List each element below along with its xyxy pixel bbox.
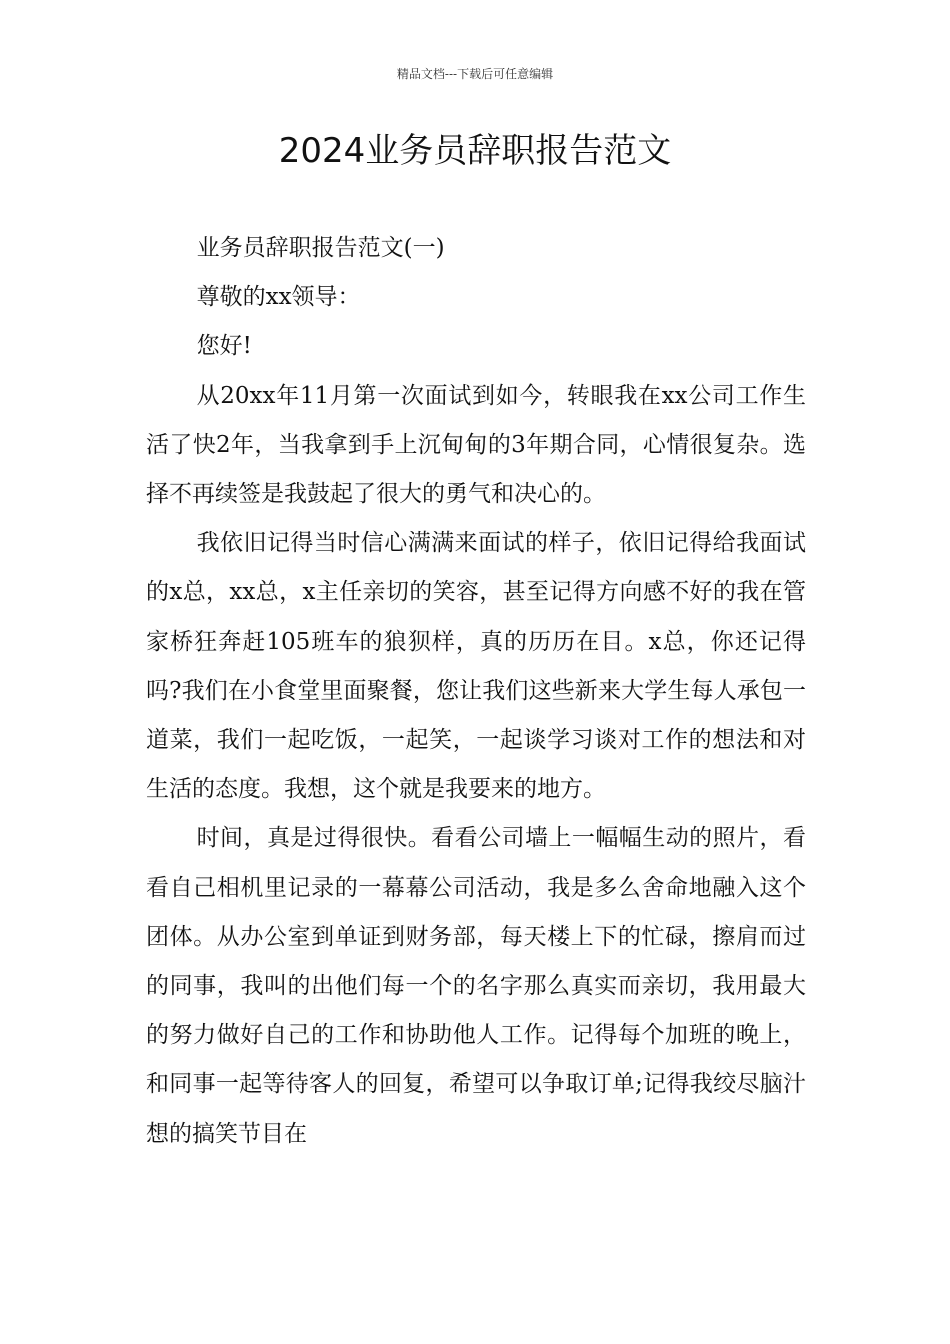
salutation: 尊敬的xx领导： <box>196 284 361 311</box>
document-subtitle: 业务员辞职报告范文(一) <box>196 235 445 261</box>
document-body <box>146 224 806 1159</box>
paragraph: 时间，真是过得很快。看看公司墙上一幅幅生动的照片，看看自己相机里记录的一幕幕公司活动，我是多么舍命地融入这个团体。从办公室到单证到财务部，每天楼上下的忙碌，擦肩而过的同事，我叫的出他们每一个的名字那么真实而亲切，我用最大的努力做好自己的工作和协助他人工作。记得每个加班的晚上，和同事一起等待客人的回复，希望可以争取订单;记得我绞尽脑汁想的搞笑节目在 <box>146 825 806 1147</box>
paragraph: 从20xx年11月第一次面试到如今，转眼我在xx公司工作生活了快2年，当我拿到手上沉甸甸的3年期合同，心情很复杂。选择不再续签是我鼓起了很大的勇气和决心的。 <box>146 382 806 508</box>
header-watermark: 精品文档---下载后可任意编辑 <box>396 67 554 81</box>
paragraph: 我依旧记得当时信心满满来面试的样子，依旧记得给我面试的x总，xx总，x主任亲切的笑容，甚至记得方向感不好的我在管家桥狂奔赶105班车的狼狈样，真的历历在目。x总，你还记得吗?我们在小食堂里面聚餐，您让我们这些新来大学生每人承包一道菜，我们一起吃饭，一起笑，一起谈学习谈对工作的想法和对生活的态度。我想，这个就是我要来的地方。 <box>146 530 806 803</box>
document-title: 2024业务员辞职报告范文 <box>278 131 672 171</box>
greeting: 您好! <box>196 333 252 360</box>
